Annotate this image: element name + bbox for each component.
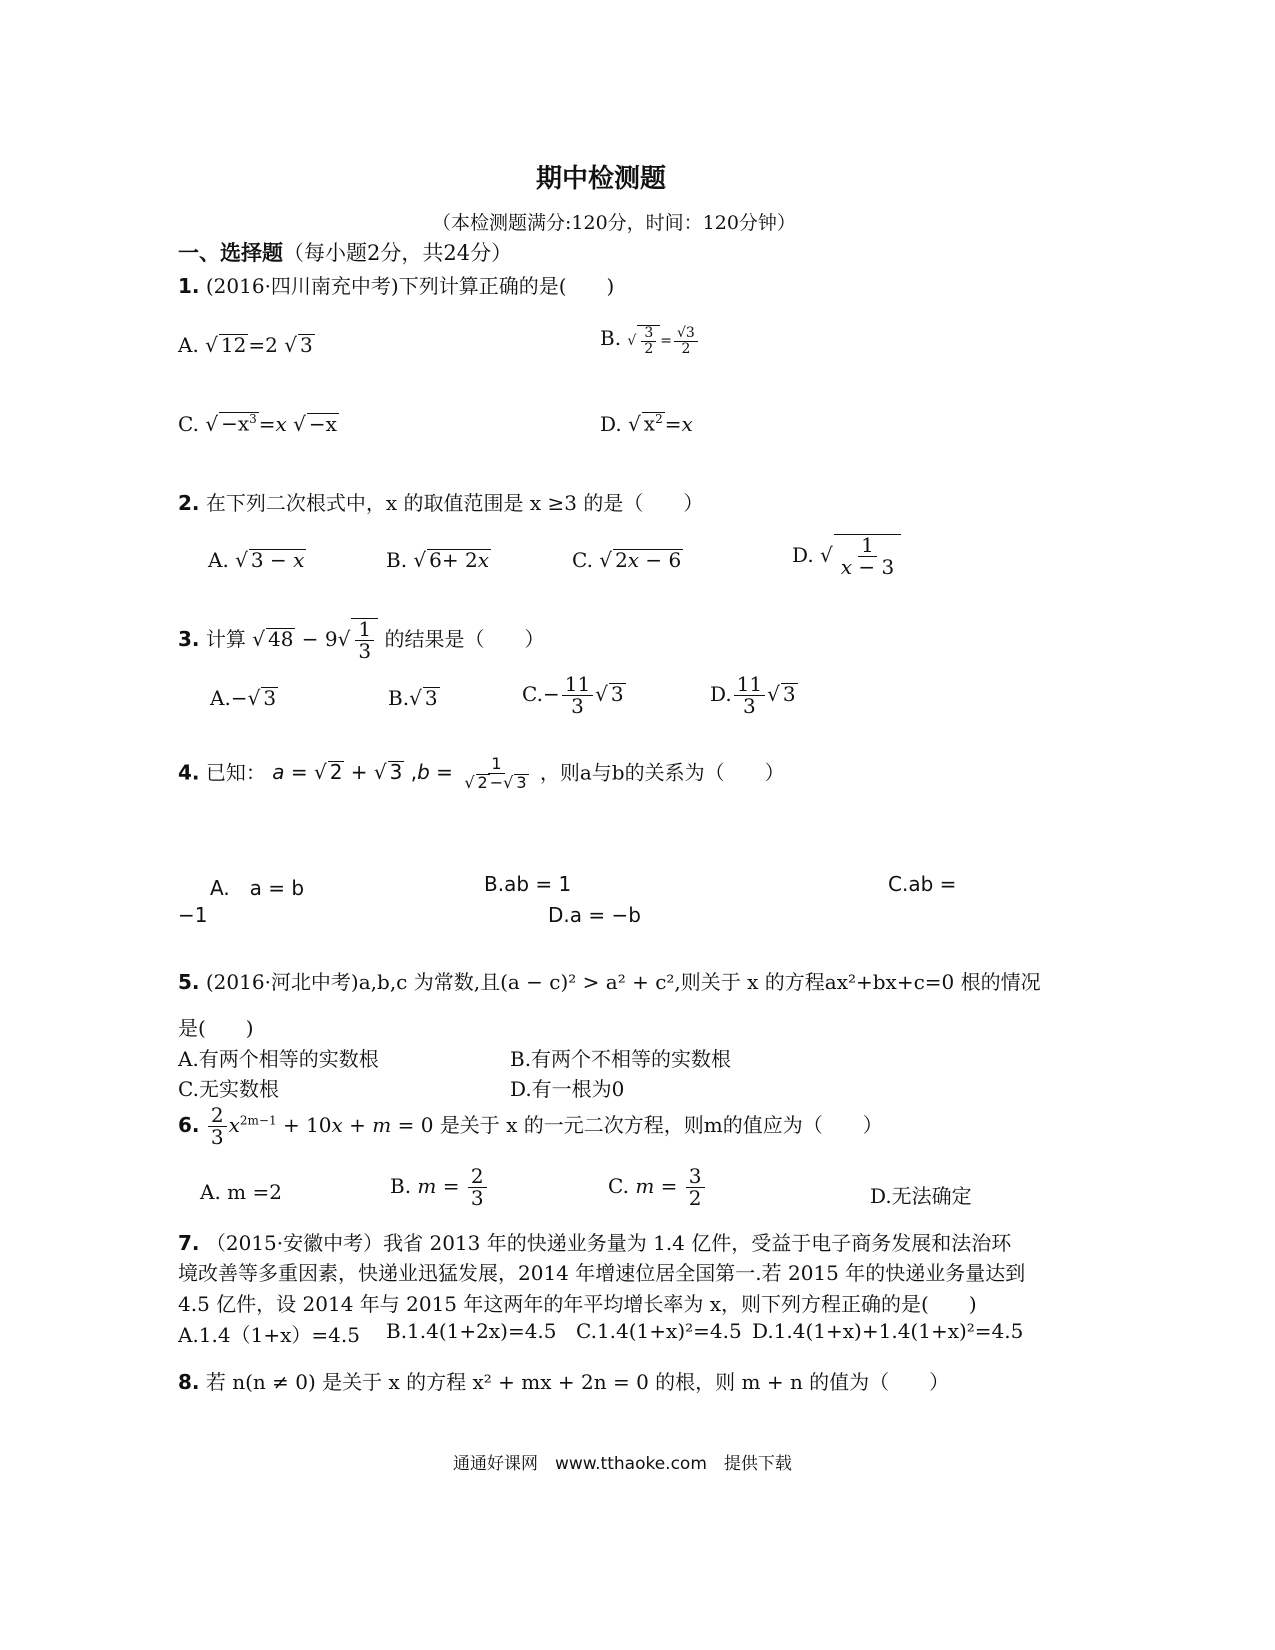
formula: $\frac{2}{3}$ $x^{2m-1} + 10x + m = 0$ <box>206 1113 434 1137</box>
page-subtitle: （本检测题满分:120分，时间：120分钟） <box>432 212 796 234</box>
formula: √ $-x^3 =x$ √ −x <box>205 412 337 436</box>
q4-option-d: D.a = −b <box>548 903 641 927</box>
question-6: 6. $\frac{2}{3}$ $x^{2m-1} + 10x + m = 0$ 是关于 x 的一元二次方程，则m的值应为（ ） <box>178 1103 883 1149</box>
question-stem: (2016·四川南充中考)下列计算正确的是( ) <box>205 274 615 298</box>
section-note: （每小题2分，共24分） <box>283 241 513 265</box>
question-1 <box>178 270 614 299</box>
question-number: 6. <box>178 1113 200 1137</box>
q5-option-a: A.有两个相等的实数根 <box>178 1047 379 1071</box>
question-8 <box>178 1366 949 1395</box>
q1-option-c: C. √ $-x^3 =x$ √ −x <box>178 412 337 436</box>
q7-option-a: A.1.4（1+x）=4.5 <box>178 1323 360 1347</box>
page-footer: 通通好课网 www.tthaoke.com 提供下载 <box>453 1454 792 1474</box>
question-7 <box>178 1227 1011 1256</box>
question-number: 8. <box>178 1370 200 1394</box>
q4-option-a: A. a = b <box>210 876 305 900</box>
q7-option-b: B.1.4(1+2x)=4.5 <box>386 1319 557 1343</box>
question-number: 7. <box>178 1231 200 1255</box>
formula: √ $\frac{3}{2}$ = $\frac{√3}{2}$ <box>627 333 699 349</box>
question-5-cont: 是( ) <box>178 1016 254 1040</box>
q7-option-c: C.1.4(1+x)²=4.5 <box>576 1319 742 1343</box>
q1-option-d: D. √ $x^2 =x$ <box>600 412 693 436</box>
q3-option-c: C.− $\frac{11}{3}$ √ 3 <box>522 672 624 718</box>
question-number: 5. <box>178 970 200 994</box>
question-stem: (2016·河北中考)a,b,c 为常数,且(a − c)² > a² + c²,则关于 x 的方程ax²+bx+c=0 根的情况 <box>205 970 1041 994</box>
question-7-line2: 境改善等多重因素，快递业迅猛发展，2014 年增速位居全国第一.若 2015 年的快递业务量达到 <box>178 1261 1026 1285</box>
q4-option-c-cont: −1 <box>178 903 208 927</box>
section-title: 一、选择题 <box>178 241 283 265</box>
q4-option-c: C.ab = <box>888 872 957 896</box>
page-title: 期中检测题 <box>536 164 667 194</box>
q2-option-b: B. √ 6+ 2x <box>386 548 490 572</box>
q5-option-d: D.有一根为0 <box>510 1077 625 1101</box>
q3-option-d: D. $\frac{11}{3}$ √ 3 <box>710 672 796 718</box>
question-number: 4. <box>178 760 200 785</box>
q2-option-d: D. √ $\frac{1}{x - 3}$ <box>792 534 901 578</box>
q6-option-b: B. m = $\frac{2}{3}$ <box>390 1166 489 1209</box>
q2-option-c: C. √ 2x − 6 <box>572 548 682 572</box>
q3-option-a: A.−√ 3 <box>210 686 277 710</box>
q5-option-c: C.无实数根 <box>178 1077 279 1101</box>
question-number: 2. <box>178 491 200 515</box>
q2-option-a: A. √ 3 − x <box>208 548 305 572</box>
question-number: 1. <box>178 274 200 298</box>
question-number: 3. <box>178 627 200 651</box>
q6-option-a: A. m =2 <box>200 1180 282 1204</box>
question-stem: （2015·安徽中考）我省 2013 年的快递业务量为 1.4 亿件，受益于电子商务发展和法治环 <box>205 1231 1012 1255</box>
question-3: 3. 计算 √ 48 − 9√ $\frac{1}{3}$ 的结果是（ ） <box>178 617 545 663</box>
formula: a = √ 2 + √ 3 ,b = $\frac{1}{√ 2 -√ 3}$ <box>272 754 527 792</box>
question-7-line3: 4.5 亿件，设 2014 年与 2015 年这两年的年平均增长率为 x，则下列方程正确的是( ) <box>178 1292 977 1316</box>
q6-option-d: D.无法确定 <box>870 1184 972 1208</box>
question-stem: 若 n(n ≠ 0) 是关于 x 的方程 x² + mx + 2n = 0 的根，则 m + n 的值为（ ） <box>205 1370 950 1394</box>
formula: √ 48 − 9√ $\frac{1}{3}$ <box>252 627 378 651</box>
question-5 <box>178 966 1041 995</box>
q5-option-b: B.有两个不相等的实数根 <box>510 1047 732 1071</box>
question-2 <box>178 487 703 516</box>
q3-option-b: B.√ 3 <box>388 686 438 710</box>
q6-option-c: C. m = $\frac{3}{2}$ <box>608 1166 707 1209</box>
q7-option-d: D.1.4(1+x)+1.4(1+x)²=4.5 <box>752 1319 1024 1343</box>
section-heading <box>178 237 512 267</box>
q4-option-b: B.ab = 1 <box>484 872 572 896</box>
formula: √ $x^2 =x$ <box>628 412 693 436</box>
question-stem: 在下列二次根式中，x 的取值范围是 x ≥3 的是（ ） <box>205 491 704 515</box>
question-4: 4. 已知： a = √ 2 + √ 3 ,b = $\frac{1}{√ 2 -√ 3}$ ，则a与b的关系为（ ） <box>178 754 785 792</box>
q1-option-b: B. √ $\frac{3}{2}$ = $\frac{√3}{2}$ <box>600 325 700 356</box>
formula: √ 12 =2 √ 3 <box>205 333 313 357</box>
q1-option-a: A. √ 12 =2 √ 3 <box>178 333 313 357</box>
